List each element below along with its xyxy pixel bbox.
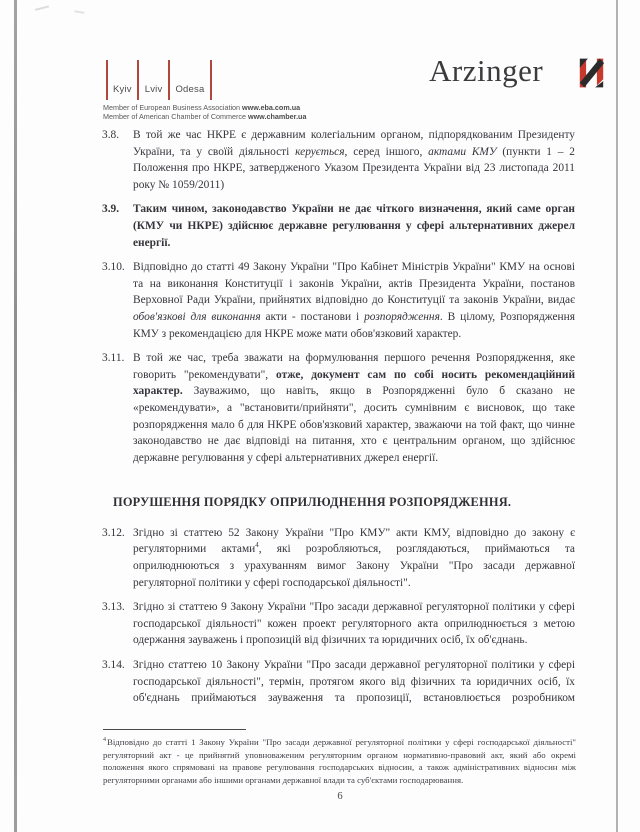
paragraph-text-run: В той же час НКРЕ є державним колегіальним органом, підпорядкованим Президенту України, та у своїй діяльності	[133, 129, 575, 158]
membership-lines	[103, 103, 306, 122]
footnote	[103, 736, 576, 786]
paragraph-3-14	[102, 657, 575, 707]
arzinger-wordmark: Arzinger	[429, 53, 544, 88]
paragraph-text-run: отже, документ сам по собі носить рекомендаційний характер.	[133, 368, 576, 398]
paragraph-text-run: розпорядження	[364, 310, 440, 323]
paragraph-number: 3.12.	[102, 526, 125, 539]
scan-edge-right	[616, 0, 618, 832]
paragraph-text-run: обов'язкові для виконання	[133, 310, 261, 323]
paragraph-text-run: Згідно статтею 10 Закону України "Про засади державної регуляторної політики у сфері господарської діяльності", термін, протягом якого від фізичних та юридичних осіб, їх об'єднань приймаються зауваження та пропозиції, встановлюється розробником	[133, 659, 575, 705]
office-cities	[100, 60, 217, 100]
city-divider	[137, 60, 139, 100]
membership-amcham-text: Member of American Chamber of Commerce	[103, 112, 248, 122]
paragraph-number: 3.9.	[102, 203, 120, 216]
membership-eba-text: Member of European Business Association	[103, 103, 243, 112]
paragraph-number: 3.14.	[102, 659, 125, 672]
paragraph-3-9	[102, 201, 575, 251]
document-body	[102, 127, 576, 715]
paragraph-3-10	[102, 259, 575, 342]
paragraph-text-run: керується	[295, 145, 345, 158]
paragraph-text-run: Відповідно до статті 49 Закону України "Про Кабінет Міністрів України" КМУ на основі та на виконання Конституції і законів України, актів Президента України, постанов Верховної Ради України, прийнятих відповідно до Конституції та законів України, видає	[133, 261, 575, 307]
paragraph-text-run: , які розробляються, розглядаються, приймаються та оприлюднюються з урахуванням вимог Закону України "Про засади державної регуляторної політики у сфері господарської діяльності".	[133, 543, 575, 589]
scan-artifact-mark	[73, 10, 84, 19]
city-odesa: Odesa	[175, 84, 205, 95]
paragraph-3-12	[102, 525, 575, 591]
city-kyiv: Kyiv	[113, 84, 132, 95]
page-number: 6	[337, 791, 343, 802]
membership-amcham	[103, 112, 306, 121]
paragraph-number: 3.13.	[102, 601, 125, 614]
membership-eba-url: www.eba.com.ua	[242, 103, 301, 112]
city-divider	[106, 60, 108, 100]
city-divider	[168, 60, 170, 100]
paragraph-text-run: Зауважимо, що навіть, якщо в Розпорядженні було б сказано не «рекомендувати», а "встановити/прийняти", досить сумнівним є висновок, що таке розпорядження мало б для НКРЕ обов'язковий характер, зважаючи на той факт, що чинне законодавство не дає відповіді на питання, хто є центральним органом, що здійснює державне регулювання у сфері альтернативних джерел енергії.	[133, 385, 575, 464]
paragraph-text-run: (пункти 1 – 2 Положення про НКРЕ, затвердженого Указом Президента України від 23 листопада 2011 року № 1059/2011)	[133, 145, 575, 191]
paragraph-3-11	[102, 350, 576, 466]
paragraph-text-run: . В цілому, Розпорядження КМУ з рекомендацією для НКРЕ може мати обов'язковий характер.	[133, 310, 575, 340]
arzinger-logo-icon	[578, 57, 605, 89]
footnote-rule	[103, 729, 246, 730]
paragraph-number: 3.11.	[102, 352, 125, 365]
city-lviv: Lviv	[144, 84, 163, 95]
paragraph-text-run: Згідно зі статтею 9 Закону України "Про засади державної регуляторної політики у сфері господарської діяльності" кожен проект регуляторного акта оприлюднюється з метою одержання зауважень і пропозицій від фізичних та юридичних осіб, їх об'єднань.	[133, 601, 575, 647]
city-divider	[210, 60, 212, 100]
footnote-text: Відповідно до статті 1 Закону України "Про засади державної регуляторної політики у сфері господарської діяльності" регуляторний акт - це прийнятий уповноваженим регуляторним органом нормативно-правовий акт, який або окремі положення якого спрямовані на правове регулювання господарських відносин, а також адміністративних відносин між регуляторними органами або іншими органами державної влади та суб'єктами господарювання.	[103, 737, 576, 785]
paragraph-text-run: акти - постанови і	[260, 310, 365, 323]
membership-eba	[103, 103, 306, 112]
paragraph-text-run: , серед іншого,	[344, 145, 429, 158]
paragraph-3-13	[102, 599, 575, 649]
footnote-marker: 4	[103, 737, 106, 744]
paragraph-text-run: Згідно зі статтею 52 Закону України "Про КМУ" акти КМУ, відповідно до закону є регуляторними актами	[133, 526, 575, 556]
section-heading: ПОРУШЕННЯ ПОРЯДКУ ОПРИЛЮДНЕННЯ РОЗПОРЯДЖЕННЯ.	[113, 495, 512, 510]
paragraph-text-run: В той же час, треба зважати на формулювання першого речення Розпорядження, яке говорить "рекомендувати",	[133, 352, 575, 381]
scan-edge-left	[14, 0, 17, 832]
paragraph-text-run: Таким чином, законодавство України не дає чіткого визначення, який саме орган (КМУ чи НКРЕ) здійснює державне регулювання у сфері альтернативних джерел енергії.	[133, 203, 575, 249]
footnote-reference: 4	[255, 541, 259, 550]
paragraph-number: 3.8.	[102, 129, 120, 141]
paragraph-3-8	[102, 127, 575, 193]
paragraph-text-run: актами КМУ	[428, 145, 497, 158]
paragraph-number: 3.10.	[102, 261, 125, 274]
membership-amcham-url: www.chamber.ua	[248, 112, 307, 122]
scan-artifact-mark	[35, 5, 51, 18]
